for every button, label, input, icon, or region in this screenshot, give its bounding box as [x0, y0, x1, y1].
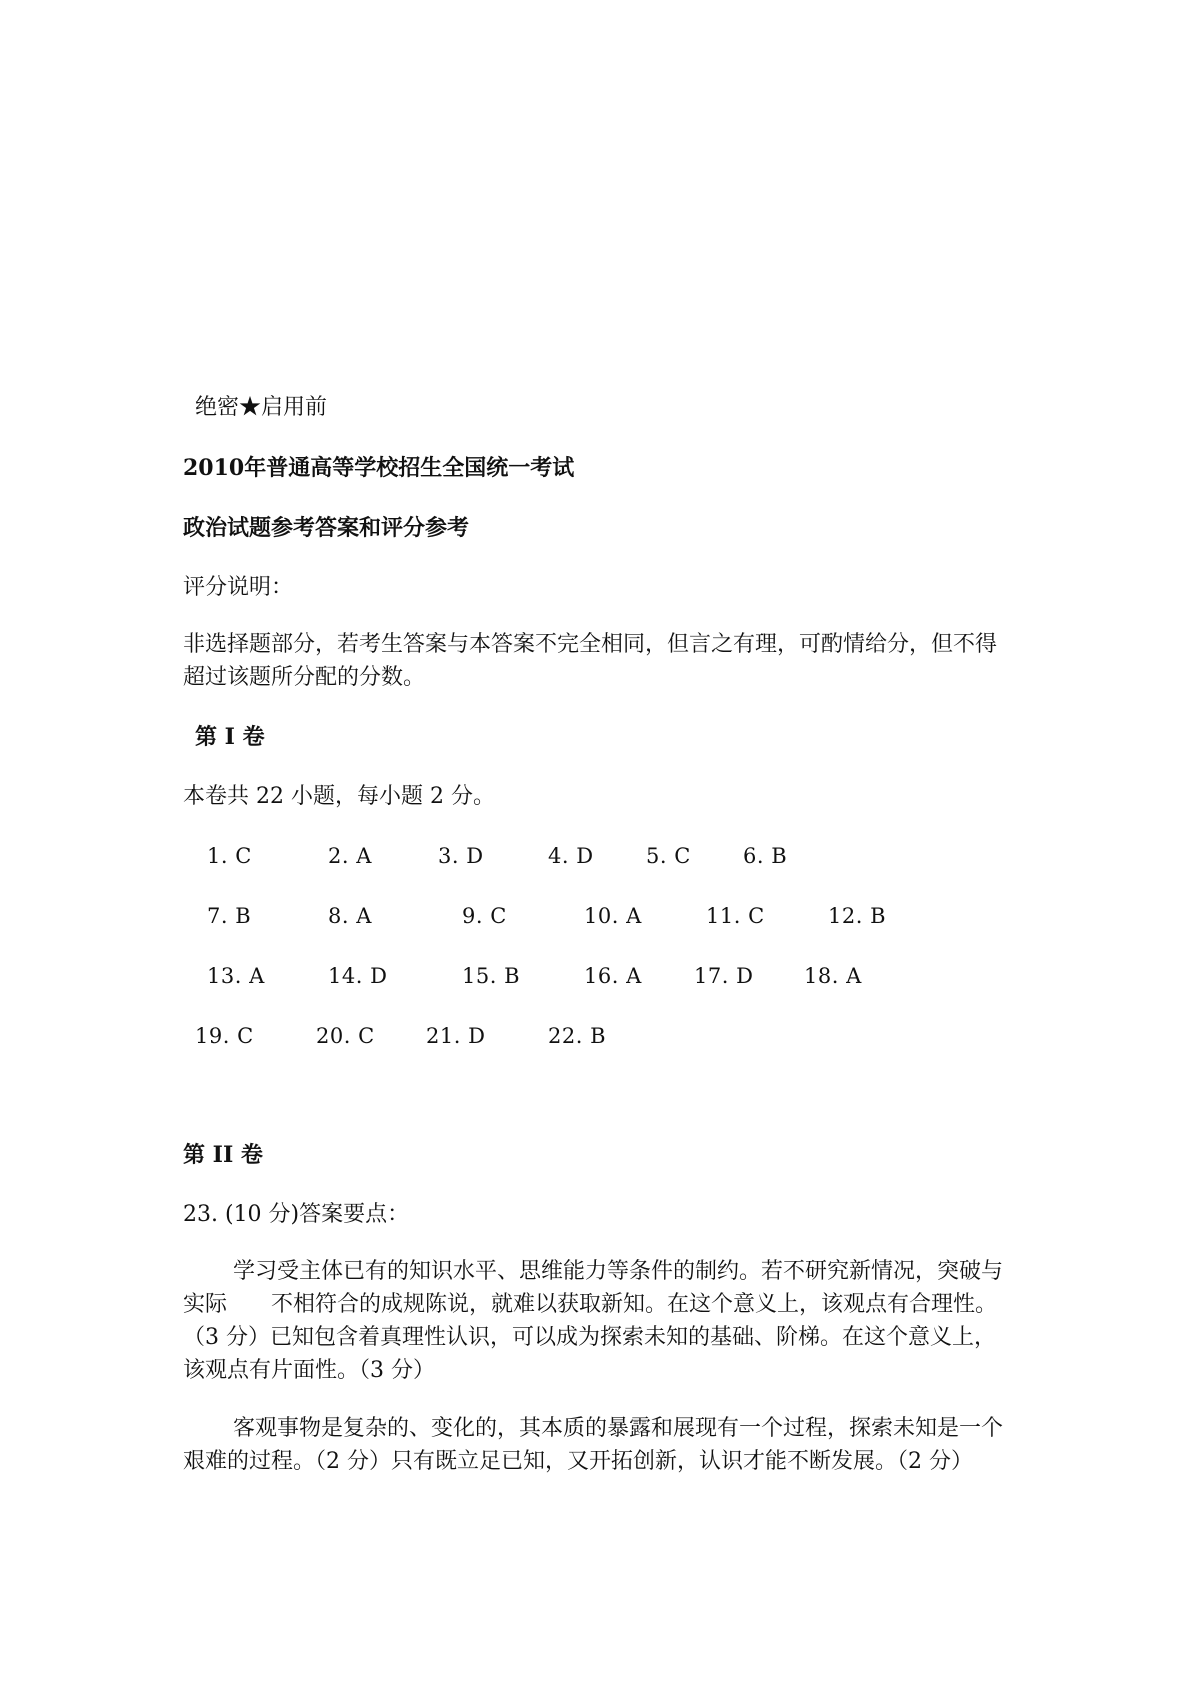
answer-item: 17. D [694, 964, 754, 988]
part2-heading: 第 II 卷 [183, 1142, 263, 1168]
question-23-paragraph-2: 客观事物是复杂的、变化的，其本质的暴露和展现有一个过程，探索未知是一个艰难的过程。（2 分）只有既立足已知，又开拓创新，认识才能不断发展。（2 分） [183, 1416, 1004, 1474]
part1-intro: 本卷共 22 小题，每小题 2 分。 [183, 784, 495, 809]
answer-item: 14. D [328, 964, 388, 988]
answer-key-title: 政治试题参考答案和评分参考 [183, 515, 470, 541]
answer-item: 5. C [646, 844, 691, 868]
part1-heading: 第 I 卷 [195, 724, 265, 750]
answer-item: 22. B [548, 1024, 607, 1048]
answer-item: 4. D [548, 844, 594, 868]
question-23-title: 23. (10 分)答案要点： [183, 1202, 410, 1227]
answer-item: 18. A [804, 964, 862, 988]
exam-title: 2010年普通高等学校招生全国统一考试 [183, 455, 575, 481]
question-23-paragraph-1: 学习受主体已有的知识水平、思维能力等条件的制约。若不研究新情况，突破与实际 不相符合的成规陈说，就难以获取新知。在这个意义上，该观点有合理性。（3 分）已知包含着真理性认识，可以成为探索未知的基础、阶梯。在这个意义上，该观点有片面性。（3 分） [183, 1259, 1004, 1383]
scoring-notes-label: 评分说明： [183, 575, 294, 600]
answer-item: 8. A [328, 904, 372, 928]
answer-item: 21. D [426, 1024, 486, 1048]
answer-item: 3. D [438, 844, 484, 868]
answer-item: 19. C [195, 1024, 254, 1048]
answer-item: 10. A [584, 904, 642, 928]
answer-item: 7. B [207, 904, 252, 928]
scoring-notes-text: 非选择题部分，若考生答案与本答案不完全相同，但言之有理，可酌情给分，但不得超过该题所分配的分数。 [183, 632, 998, 690]
answer-item: 16. A [584, 964, 642, 988]
answer-item: 15. B [462, 964, 521, 988]
answer-item: 20. C [316, 1024, 375, 1048]
answer-item: 1. C [207, 844, 252, 868]
classification-label: 绝密★启用前 [195, 395, 328, 420]
answer-item: 11. C [706, 904, 765, 928]
answer-item: 9. C [462, 904, 507, 928]
answer-item: 13. A [207, 964, 265, 988]
answer-item: 6. B [743, 844, 788, 868]
answer-item: 2. A [328, 844, 372, 868]
answer-item: 12. B [828, 904, 887, 928]
